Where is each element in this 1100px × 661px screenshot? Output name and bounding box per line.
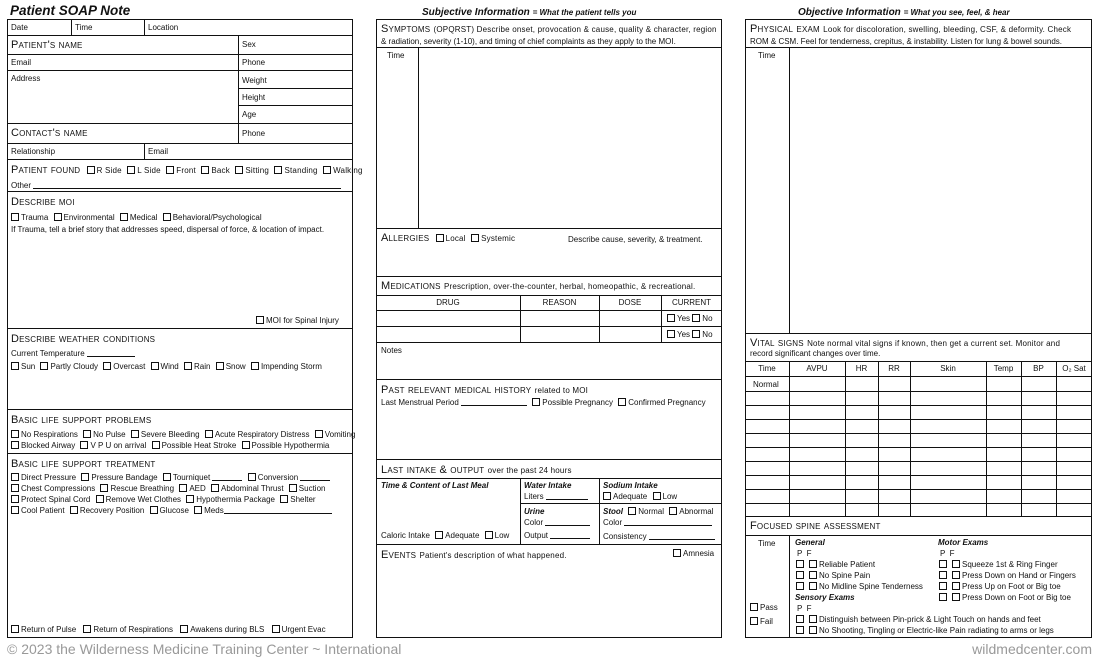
pass-checkbox[interactable]: Pass: [750, 603, 778, 613]
fail-checkbox[interactable]: [952, 560, 960, 568]
bls-treatment-label: Basic life support treatment: [11, 458, 156, 470]
outcome-checkbox[interactable]: [83, 625, 91, 633]
outcome-checkbox[interactable]: [272, 625, 280, 633]
found-checkbox[interactable]: [166, 166, 174, 174]
weather-options: Sun Partly Cloudy Overcast Wind Rain Snow Impending Storm: [11, 362, 322, 372]
amnesia-checkbox[interactable]: Amnesia: [673, 549, 714, 559]
vital-col-skin: Skin: [940, 364, 956, 373]
treatment-checkbox[interactable]: [163, 473, 171, 481]
motor-item: Press Up on Foot or Big toe: [939, 582, 1061, 592]
bls-checkbox[interactable]: [83, 430, 91, 438]
age-field[interactable]: Age: [242, 110, 257, 119]
moi-checkbox[interactable]: [11, 213, 19, 221]
general-pf: P F: [797, 549, 812, 558]
caloric-checkbox[interactable]: [435, 531, 443, 539]
stool-row: Stool Normal Abnormal: [603, 507, 714, 516]
phone-field[interactable]: Phone: [242, 58, 266, 67]
found-checkbox[interactable]: [323, 166, 331, 174]
no-checkbox[interactable]: [692, 330, 700, 338]
pass-checkbox[interactable]: [939, 582, 947, 590]
moi-spinal-checkbox[interactable]: MOI for Spinal Injury: [256, 316, 339, 326]
pregnancy-checkbox[interactable]: [618, 398, 626, 406]
pass-checkbox[interactable]: [796, 582, 804, 590]
motor-label: Motor Exams: [938, 538, 989, 547]
motor-pf: P F: [940, 549, 955, 558]
weather-checkbox[interactable]: [40, 362, 48, 370]
water-intake-label: Water Intake: [524, 481, 572, 490]
outcome-checkbox[interactable]: [180, 625, 188, 633]
yes-checkbox[interactable]: [667, 330, 675, 338]
found-checkbox[interactable]: [127, 166, 135, 174]
symptoms-label: Symptoms (OPQRST) Describe onset, provocation & cause, quality & character, region: [381, 23, 717, 35]
moi-checkbox[interactable]: [54, 213, 62, 221]
med-col-dose: DOSE: [618, 298, 642, 307]
urine-output-field[interactable]: Output: [524, 531, 590, 541]
treatment-checkbox[interactable]: [81, 473, 89, 481]
sensory-item: No Shooting, Tingling or Electric-like Pain radiating to arms or legs: [796, 626, 1054, 636]
liters-field[interactable]: Liters: [524, 492, 588, 502]
email-field[interactable]: Email: [11, 58, 32, 67]
subjective-column: [376, 19, 722, 638]
treatment-checkbox[interactable]: [280, 495, 288, 503]
objective-header: Objective Information = What you see, feel, & hear: [798, 7, 1010, 18]
treatment-checkbox[interactable]: [11, 495, 19, 503]
pass-checkbox[interactable]: [796, 560, 804, 568]
allergy-checkbox[interactable]: [436, 234, 444, 242]
vital-col-time: Time: [758, 364, 776, 373]
sodium-checkbox[interactable]: [603, 492, 611, 500]
bls-checkbox[interactable]: [242, 441, 250, 449]
lmp-row: Last Menstrual Period Possible Pregnancy Confirmed Pregnancy: [381, 398, 706, 407]
fail-checkbox[interactable]: [809, 582, 817, 590]
contact-name-label[interactable]: Contact's name: [11, 127, 88, 139]
fail-checkbox[interactable]: [809, 571, 817, 579]
subjective-header: Subjective Information = What the patient tells you: [422, 7, 637, 18]
bls-problems-row: Blocked Airway V P U on arrival Possible Heat Stroke Possible Hypothermia: [11, 441, 329, 451]
med-col-drug: DRUG: [436, 298, 460, 307]
vital-normal-label: Normal: [753, 380, 779, 389]
contact-phone-field[interactable]: Phone: [242, 129, 266, 138]
treatment-checkbox[interactable]: [70, 506, 78, 514]
med-col-reason: REASON: [542, 298, 577, 307]
website-link[interactable]: wildmedcenter.com: [972, 641, 1092, 657]
treatment-checkbox[interactable]: [11, 473, 19, 481]
found-checkbox[interactable]: [235, 166, 243, 174]
urine-label: Urine: [524, 507, 545, 516]
allergy-checkbox[interactable]: [471, 234, 479, 242]
pass-checkbox[interactable]: [796, 571, 804, 579]
treatment-row: Chest Compressions Rescue Breathing AED Abdominal Thrust Suction: [11, 484, 325, 494]
patient-name-label[interactable]: Patient's name: [11, 39, 83, 51]
caloric-checkbox[interactable]: [485, 531, 493, 539]
fail-checkbox[interactable]: Fail: [750, 617, 773, 627]
caloric-row: Caloric Intake Adequate Low: [381, 531, 510, 540]
patient-found-label: Patient found R Side L Side Front Back Sitting Standing Walking: [11, 164, 363, 176]
stool-checkbox[interactable]: [628, 507, 636, 515]
physical-exam-label: Physical exam Look for discoloration, swelling, bleeding, CSF, & deformity. Check: [750, 23, 1072, 35]
moi-checkbox[interactable]: [120, 213, 128, 221]
describe-moi-label: Describe moi: [11, 196, 75, 208]
treatment-checkbox[interactable]: [248, 473, 256, 481]
time-content-label: Time & Content of Last Meal: [381, 481, 489, 490]
treatment-checkbox[interactable]: [289, 484, 297, 492]
weather-checkbox[interactable]: [11, 362, 19, 370]
treatment-checkbox[interactable]: [186, 495, 194, 503]
vital-col-bp: BP: [1033, 364, 1044, 373]
symptoms-desc: & radiation, severity (1-10), and timing of chief complaints as they apply to the MOI.: [381, 37, 676, 46]
treatment-row: Cool Patient Recovery Position Glucose Meds: [11, 506, 332, 516]
pass-checkbox[interactable]: [796, 626, 804, 634]
pass-checkbox[interactable]: [796, 615, 804, 623]
bls-checkbox[interactable]: [131, 430, 139, 438]
treatment-checkbox[interactable]: [11, 506, 19, 514]
moi-checkbox[interactable]: [163, 213, 171, 221]
bls-checkbox[interactable]: [11, 430, 19, 438]
allergies-label: Allergies Local Systemic: [381, 232, 516, 244]
vital-signs-label: Vital signs Note normal vital signs if known, then get a current set. Monitor and: [750, 337, 1061, 349]
events-label: Events Patient's description of what happened.: [381, 549, 567, 561]
treatment-row: Protect Spinal Cord Remove Wet Clothes Hypothermia Package Shelter: [11, 495, 316, 505]
vital-col-temp: Temp: [993, 364, 1014, 373]
stool-color-field[interactable]: Color: [603, 518, 712, 528]
general-item: No Spine Pain: [796, 571, 870, 581]
sensory-label: Sensory Exams: [795, 593, 855, 602]
found-checkbox[interactable]: [201, 166, 209, 174]
treatment-checkbox[interactable]: [179, 484, 187, 492]
weight-field[interactable]: Weight: [242, 76, 267, 85]
no-checkbox[interactable]: [692, 314, 700, 322]
weather-label: Describe weather conditions: [11, 333, 156, 345]
symptoms-time: Time: [387, 51, 405, 60]
fail-checkbox[interactable]: [952, 571, 960, 579]
intake-label: Last intake & output over the past 24 hours: [381, 464, 572, 476]
relationship-field[interactable]: Relationship: [11, 147, 56, 156]
other-field[interactable]: Other: [11, 181, 341, 191]
sensory-pf: P F: [797, 604, 812, 613]
fail-checkbox[interactable]: [809, 615, 817, 623]
time-field[interactable]: Time: [75, 23, 93, 32]
copyright-text: © 2023 the Wilderness Medicine Training Center ~ International: [7, 641, 402, 657]
med-notes[interactable]: Notes: [381, 346, 402, 355]
page-title: Patient SOAP Note: [10, 3, 131, 18]
moi-options: Trauma Environmental Medical Behavioral/Psychological: [11, 213, 262, 223]
sex-field[interactable]: Sex: [242, 40, 256, 49]
treatment-checkbox[interactable]: [211, 484, 219, 492]
fail-checkbox[interactable]: [809, 560, 817, 568]
contact-email-field[interactable]: Email: [148, 147, 169, 156]
exam-desc: ROM & CSM. Feel for tenderness, crepitus, & instability. Listen for lung & bowel sounds.: [750, 37, 1062, 46]
treatment-checkbox[interactable]: [150, 506, 158, 514]
vital-col-hr: HR: [855, 364, 868, 373]
med-current-1: Yes No: [667, 314, 713, 324]
vital-col-rr: RR: [888, 364, 900, 373]
bls-problems-row: No Respirations No Pulse Severe Bleeding Acute Respiratory Distress Vomiting: [11, 430, 355, 440]
weather-checkbox[interactable]: [216, 362, 224, 370]
bls-checkbox[interactable]: [315, 430, 323, 438]
outcomes-row: Return of Pulse Return of Respirations Awakens during BLS Urgent Evac: [11, 625, 326, 635]
treatment-row: Direct Pressure Pressure Bandage Tourniquet Conversion: [11, 473, 330, 483]
moi-note: If Trauma, tell a brief story that addresses speed, dispersal of force, & location of impact.: [11, 225, 325, 234]
sodium-options: Adequate Low: [603, 492, 677, 502]
med-col-current: CURRENT: [671, 298, 712, 307]
motor-item: Press Down on Hand or Fingers: [939, 571, 1076, 581]
pregnancy-checkbox[interactable]: [532, 398, 540, 406]
consistency-field[interactable]: Consistency: [603, 532, 715, 542]
spine-label: Focused spine assessment: [750, 520, 881, 532]
weather-checkbox[interactable]: [103, 362, 111, 370]
general-label: General: [795, 538, 825, 547]
outcome-checkbox[interactable]: [11, 625, 19, 633]
urine-color-field[interactable]: Color: [524, 518, 590, 528]
general-item: No Midline Spine Tenderness: [796, 582, 923, 592]
bls-problems-label: Basic life support problems: [11, 414, 152, 426]
vital-col-o2sat: O₂ Sat: [1062, 364, 1086, 373]
motor-item: Press Down on Foot or Big toe: [939, 593, 1071, 603]
treatment-checkbox[interactable]: [194, 506, 202, 514]
pass-checkbox[interactable]: [939, 560, 947, 568]
fail-checkbox[interactable]: [952, 593, 960, 601]
bls-checkbox[interactable]: [205, 430, 213, 438]
pass-checkbox[interactable]: [939, 593, 947, 601]
spine-time: Time: [758, 539, 776, 548]
weather-checkbox[interactable]: [151, 362, 159, 370]
bls-checkbox[interactable]: [152, 441, 160, 449]
sodium-checkbox[interactable]: [653, 492, 661, 500]
motor-item: Squeeze 1st & Ring Finger: [939, 560, 1058, 570]
treatment-checkbox[interactable]: [11, 484, 19, 492]
yes-checkbox[interactable]: [667, 314, 675, 322]
location-field[interactable]: Location: [148, 23, 179, 32]
weather-checkbox[interactable]: [251, 362, 259, 370]
past-history-label: Past relevant medical history related to MOI: [381, 384, 589, 396]
treatment-checkbox[interactable]: [100, 484, 108, 492]
vital-col-avpu: AVPU: [806, 364, 828, 373]
bls-checkbox[interactable]: [11, 441, 19, 449]
height-field[interactable]: Height: [242, 93, 266, 102]
medications-label: Medications Prescription, over-the-counter, herbal, homeopathic, & recreational.: [381, 280, 696, 292]
vital-desc: record significant changes over time.: [750, 349, 881, 358]
stool-checkbox[interactable]: [669, 507, 677, 515]
allergy-desc: Describe cause, severity, & treatment.: [568, 235, 703, 244]
pass-checkbox[interactable]: [939, 571, 947, 579]
med-current-2: Yes No: [667, 330, 713, 340]
date-field[interactable]: Date: [11, 23, 28, 32]
current-temp-field[interactable]: Current Temperature: [11, 349, 135, 359]
fail-checkbox[interactable]: [809, 626, 817, 634]
sensory-item: Distinguish between Pin-prick & Light Touch on hands and feet: [796, 615, 1041, 625]
fail-checkbox[interactable]: [952, 582, 960, 590]
general-item: Reliable Patient: [796, 560, 875, 570]
bls-checkbox[interactable]: [80, 441, 88, 449]
treatment-checkbox[interactable]: [96, 495, 104, 503]
sodium-intake-label: Sodium Intake: [603, 481, 658, 490]
exam-time: Time: [758, 51, 776, 60]
found-checkbox[interactable]: [274, 166, 282, 174]
address-field[interactable]: Address: [11, 74, 41, 83]
found-checkbox[interactable]: [87, 166, 95, 174]
weather-checkbox[interactable]: [184, 362, 192, 370]
